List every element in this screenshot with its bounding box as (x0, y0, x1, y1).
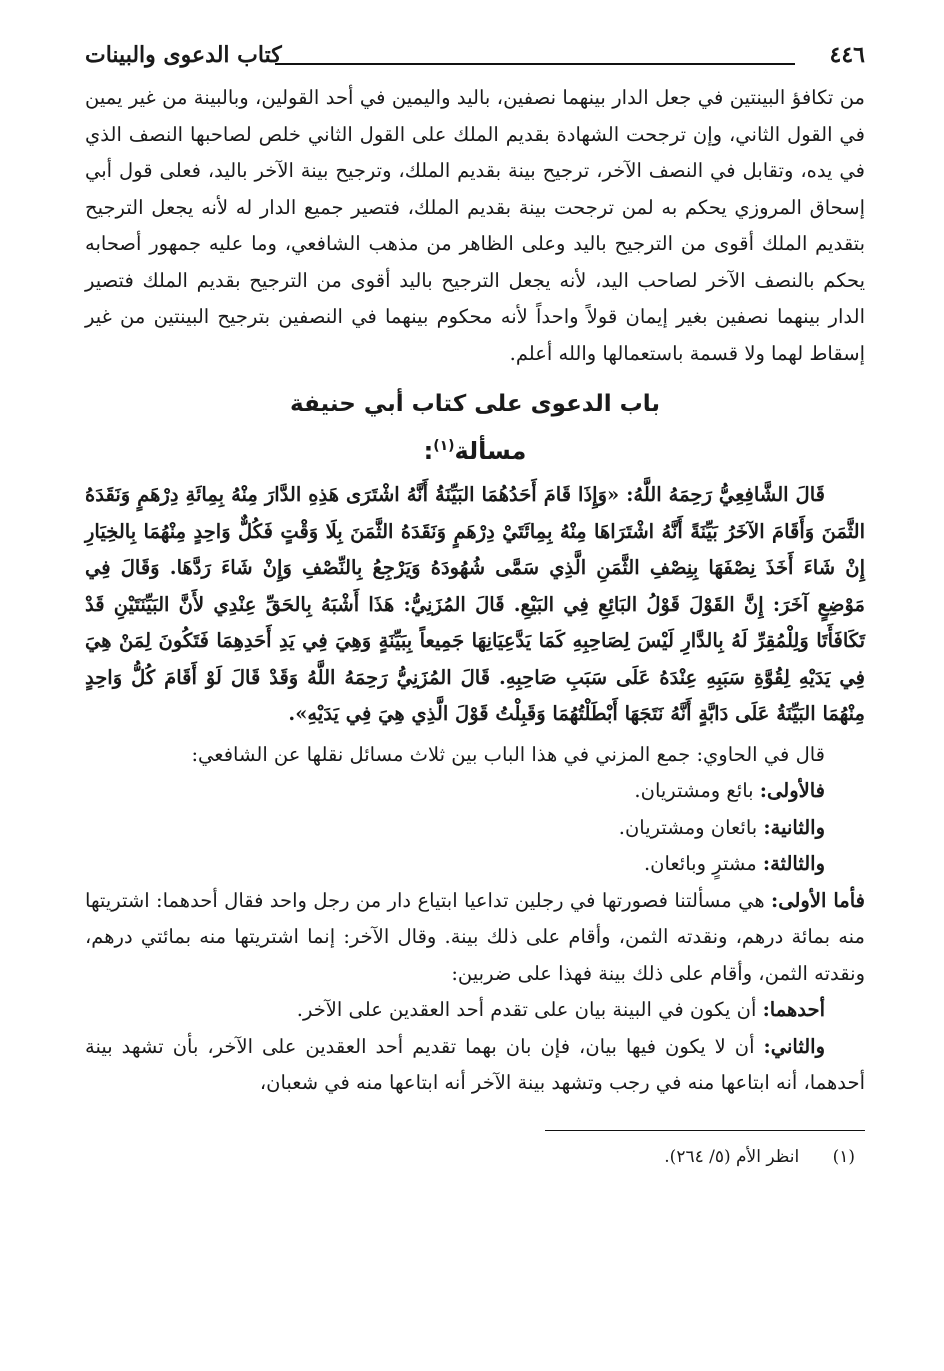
type-text: أن يكون في البينة بيان على تقدم أحد العقدين على الآخر. (296, 998, 757, 1021)
footnote-number: (١) (832, 1146, 855, 1167)
footnote-divider (545, 1130, 865, 1131)
case-text: بائع ومشتريان. (634, 779, 754, 802)
shafii-quote: قَالَ الشَّافِعِيُّ رَحِمَهُ اللَّهُ: «وَإِذَا قَامَ أَحَدُهُمَا البَيِّنَةُ أَنَّهُ اشْتَرَى هَذِهِ الدَّارَ مِنْهُ بِمِائَةِ دِرْهَمٍ وَنَقَدَهُ الثَّمَنَ وَأَقَامَ الآخَرُ بَيِّنَةً أَنَّهُ اشْتَرَاهَا مِنْهُ بِمِائَتَيْ دِرْهَمٍ وَنَقَدَهُ الثَّمَنَ بِلَا وَقْتٍ فَكُلٌّ وَاحِدٍ مِنْهُمَا بِالخِيَارِ إِنْ شَاءَ أَخَذَ نِصْفَهَا بِنِصْفِ الثَّمَنِ الَّذِي سَمَّى شُهُودَهُ وَيَرْجِعُ بِالنِّصْفِ وَإِنْ شَاءَ رَدَّهَا. وَقَالَ فِي مَوْضِعٍ آخَرَ: إِنَّ القَوْلَ قَوْلُ البَائِعِ فِي البَيْعِ. قَالَ المُزَنِيُّ: هَذَا أَشْبَهُ بِالحَقِّ عِنْدِي لأَنَّ البَيِّنَتَيْنِ قَدْ تَكَافَأَتَا وَلِلْمُقِرِّ لَهُ بِالدَّارِ لَيْسَ لِصَاحِبِهِ كَمَا يَدَّعِيَانِهَا جَمِيعاً بِبَيِّنَةٍ وَهِيَ فِي يَدِ أَحَدِهِمَا فَتَكُونَ لِمَنْ هِيَ فِي يَدَيْهِ لِقُوَّةِ سَبَبِهِ عِنْدَهُ عَلَى سَبَبِ صَاحِبِهِ. قَالَ المُزَنِيُّ رَحِمَهُ اللَّهُ وَقَدْ قَالَ لَوْ أَقَامَ كُلُّ وَاحِدٍ مِنْهُمَا البَيِّنَةُ عَلَى دَابَّةٍ أَنَّهُ نَتَجَهَا أَبْطَلْتُهُمَا وَقَبِلْتُ قَوْلَ الَّذِي هِيَ فِي يَدَيْهِ». (85, 483, 865, 725)
footnote-ref[interactable]: (١) (433, 438, 455, 454)
case-label: فالأولى: (759, 779, 825, 802)
running-title: كتاب الدعوى والبينات (85, 42, 282, 68)
case-label: والثانية: (763, 815, 825, 839)
first-case-label: فأما الأولى: (771, 888, 865, 912)
section-title-colon: : (423, 437, 434, 465)
first-case-text: هي مسألتنا فصورتها في رجلين تداعيا ابتياع دار من رجل واحد فقال أحدهما: اشتريتها منه بمائة درهم، ونقدته الثمن، وأقام على ذلك بينة. وقال الآخر: إنما اشتريتها منه بمائتي درهم، ونقدته الثمن، وأقام على ذلك بينة فهذا على ضربين: (85, 888, 865, 985)
case-text: بائعان ومشتريان. (618, 815, 758, 839)
type-item (85, 992, 865, 1029)
case-item (85, 846, 865, 883)
case-text: مشترٍ وبائعان. (643, 852, 757, 875)
type-label: أحدهما: (762, 998, 825, 1021)
type-item (85, 1029, 865, 1102)
section-title-text: مسألة (454, 437, 527, 465)
type-label: والثاني: (763, 1034, 825, 1058)
footnote (85, 1143, 865, 1171)
first-case-paragraph (85, 883, 865, 993)
case-item (85, 810, 865, 847)
case-label: والثالثة: (762, 852, 825, 875)
page-header (85, 30, 865, 80)
page-number: ٤٤٦ (829, 42, 865, 68)
header-rule (275, 63, 795, 65)
intro-paragraph: من تكافؤ البينتين في جعل الدار بينهما نصفين، باليد واليمين في أحد القولين، وبالبينة من غير يمين في القول الثاني، وإن ترجحت الشهادة بقديم الملك على القول الثاني خلص لصاحبها النصف الذي في يده، وتقابل في النصف الآخر، ترجيح بينة بقديم الملك، وترجيح بينة الآخر باليد، فعلى قول أبي إسحاق المروزي يحكم به لمن ترجحت بينة بقديم الملك، فتصير جميع الدار له لأنه يجعل الترجيح بتقديم الملك أقوى من الترجيح باليد وعلى الظاهر من مذهب الشافعي، وما عليه جمهور أصحابه يحكم بالنصف الآخر لصاحب اليد، لأنه يجعل الترجيح باليد أقوى من الترجيح بقديم الملك فتصير الدار بينهما نصفين بغير إيمان قولاً واحداً لأنه محكوم بينهما في النصفين بترجيح البينتين من غير إسقاط لهما ولا قسمة باستعمالها والله أعلم. (85, 86, 865, 365)
type-text: أن لا يكون فيها بيان، فإن بان بهما تقديم أحد العقدين على الآخر، بأن تشهد بينة أحدهما، أنه ابتاعها منه في رجب وتشهد بينة الآخر أنه ابتاعها منه في شعبان، (85, 1034, 865, 1094)
page-body (85, 80, 865, 1102)
hawi-intro: قال في الحاوي: جمع المزني في هذا الباب بين ثلاث مسائل نقلها عن الشافعي: (191, 742, 825, 766)
book-page (85, 30, 865, 1171)
section-title (85, 424, 865, 473)
chapter-title: باب الدعوى على كتاب أبي حنيفة (290, 391, 660, 417)
case-item (85, 773, 865, 810)
footnote-text: انظر الأم (٥/ ٢٦٤). (664, 1146, 800, 1167)
